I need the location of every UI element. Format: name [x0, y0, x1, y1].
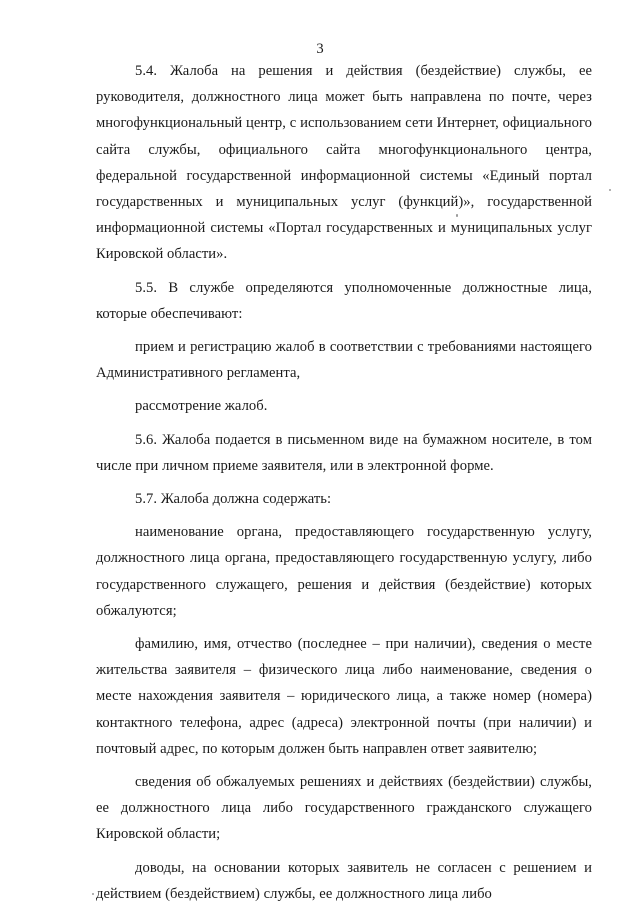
page-number: 3 [316, 41, 324, 57]
paragraph-5-4: 5.4. Жалоба на решения и действия (бездействие) службы, ее руководителя, должностного лица может быть направлена по почте, через многофункциональный центр, с использованием сети Интернет, официального сайта службы, официального сайта многофункционального центра, федеральной государственной информационной системы «Единый портал государственных и муниципальных услуг (функций)», государственной информационной системы «Портал государственных и муниципальных услуг Кировской области». [96, 63, 592, 263]
scan-speck [92, 893, 94, 895]
paragraph-item-appealed-decisions: сведения об обжалуемых решениях и действиях (бездействии) службы, ее должностного лица либо государственного гражданского служащего Кировской области; [96, 774, 592, 843]
paragraph-item-authority-name: наименование органа, предоставляющего государственную услугу, должностного лица органа, предоставляющего государственную услугу, либо государственного служащего, решения и действия (бездействие) которых обжалуются; [96, 524, 592, 619]
paragraph-item-applicant-details: фамилию, имя, отчество (последнее – при наличии), сведения о месте жительства заявителя – физического лица либо наименование, сведения о месте нахождения заявителя – юридического лица, а также номер (номера) контактного телефона, адрес (адреса) электронной почты (при наличии) и почтовый адрес, по которым должен быть направлен ответ заявителю; [96, 636, 592, 757]
paragraph-5-6: 5.6. Жалоба подается в письменном виде на бумажном носителе, в том числе при личном приеме заявителя, или в электронной форме. [96, 431, 592, 474]
paragraph-item-registration: прием и регистрацию жалоб в соответствии с требованиями настоящего Административного регламента, [96, 339, 592, 382]
scan-speck [456, 214, 458, 217]
document-body [96, 58, 592, 907]
paragraph-5-5: 5.5. В службе определяются уполномоченные должностные лица, которые обеспечивают: [96, 279, 592, 322]
paragraph-item-arguments: доводы, на основании которых заявитель не согласен с решением и действием (бездействием) службы, ее должностного лица либо [96, 859, 592, 902]
paragraph-5-7: 5.7. Жалоба должна содержать: [135, 491, 332, 508]
scan-speck [609, 189, 611, 191]
paragraph-item-review: рассмотрение жалоб. [135, 398, 268, 415]
